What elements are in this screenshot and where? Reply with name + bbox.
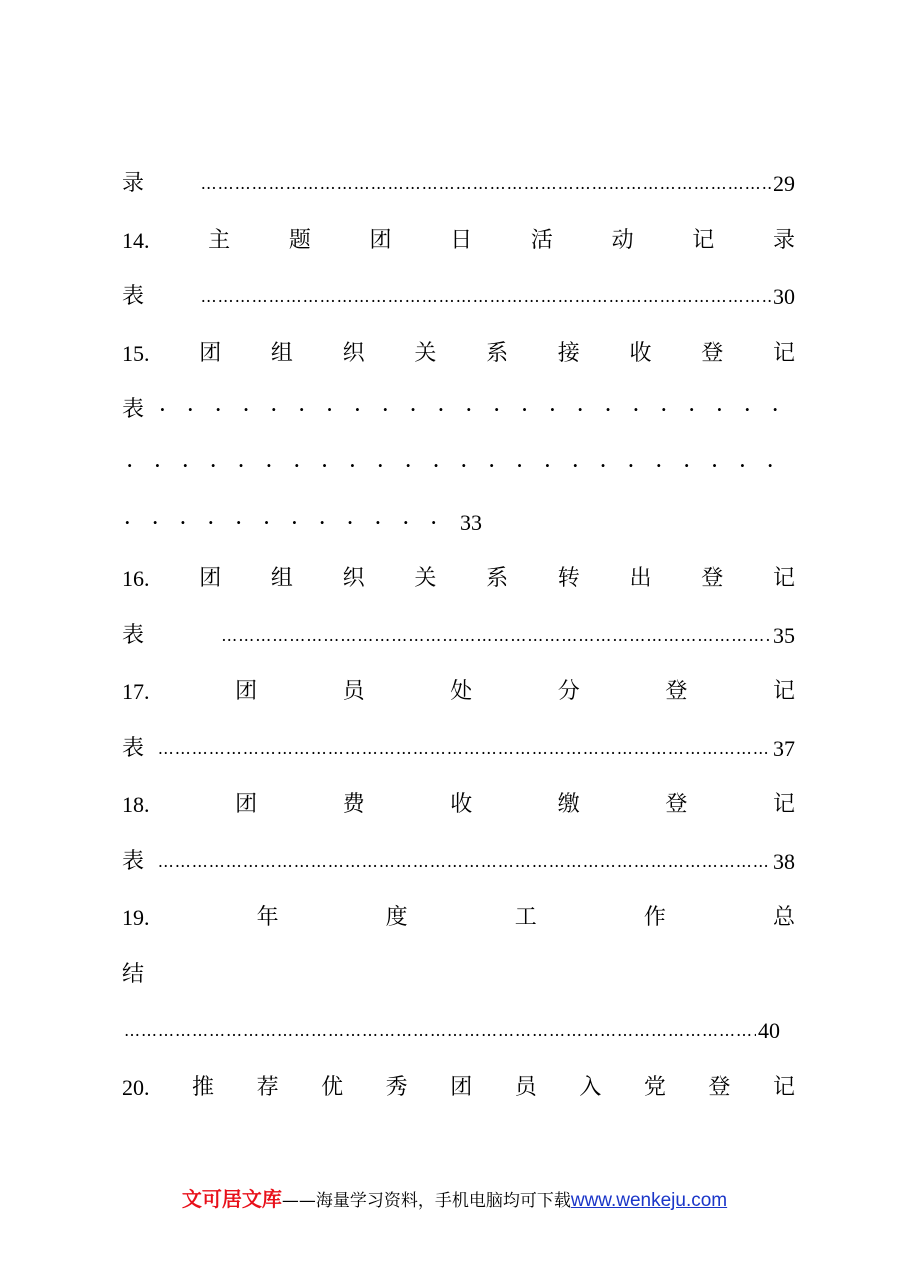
toc-char: 作 <box>643 905 666 930</box>
toc-char: 团 <box>199 566 222 591</box>
leader-dots <box>158 845 771 879</box>
leader-dots <box>127 449 781 483</box>
toc-entry-number: 19. <box>122 905 150 930</box>
toc-label: 表 <box>122 397 145 422</box>
toc-char: 年 <box>256 905 279 930</box>
toc-page-number: 29 <box>773 171 795 196</box>
toc-char: 登 <box>665 792 688 817</box>
toc-entry-number: 14. <box>122 228 150 253</box>
toc-label: 结 <box>122 962 145 987</box>
toc-char: 记 <box>772 792 795 817</box>
toc-page-number: 38 <box>773 849 795 874</box>
toc-char: 党 <box>643 1075 666 1100</box>
toc-char: 优 <box>321 1075 344 1100</box>
toc-char: 登 <box>708 1075 731 1100</box>
toc-char: 团 <box>369 228 392 253</box>
toc-char: 费 <box>342 792 365 817</box>
toc-char: 工 <box>514 905 537 930</box>
toc-char: 团 <box>199 341 222 366</box>
toc-continuation-line <box>122 449 795 483</box>
footer-website-link[interactable]: www.wenkeju.com <box>570 1190 728 1211</box>
leader-dots <box>124 506 460 540</box>
leader-dots <box>221 619 771 653</box>
toc-char: 记 <box>772 566 795 591</box>
toc-char: 入 <box>579 1075 602 1100</box>
toc-continuation-line <box>122 506 482 540</box>
toc-char: 记 <box>772 679 795 704</box>
toc-char: 织 <box>342 341 365 366</box>
toc-char: 记 <box>692 228 715 253</box>
toc-char: 登 <box>701 566 724 591</box>
toc-char: 团 <box>235 679 258 704</box>
toc-char: 荐 <box>256 1075 279 1100</box>
toc-char: 日 <box>450 228 473 253</box>
leader-dots <box>158 732 771 766</box>
page-footer <box>0 1183 909 1211</box>
footer-tagline: ——海量学习资料，手机电脑均可下载 <box>281 1191 571 1211</box>
toc-char: 推 <box>192 1075 215 1100</box>
toc-char: 系 <box>486 566 509 591</box>
toc-continuation-line <box>122 732 795 766</box>
toc-char: 登 <box>665 679 688 704</box>
toc-char: 关 <box>414 566 437 591</box>
leader-dots <box>160 393 795 427</box>
toc-char: 动 <box>611 228 634 253</box>
toc-char: 接 <box>557 341 580 366</box>
toc-label: 表 <box>122 736 145 761</box>
toc-char: 活 <box>530 228 553 253</box>
toc-char: 团 <box>235 792 258 817</box>
toc-page-number: 37 <box>773 736 795 761</box>
toc-entry-number: 16. <box>122 566 150 591</box>
toc-continuation-line <box>122 845 795 879</box>
toc-char: 团 <box>450 1075 473 1100</box>
toc-char: 组 <box>270 341 293 366</box>
toc-char: 题 <box>288 228 311 253</box>
toc-char: 记 <box>772 1075 795 1100</box>
toc-entry-number: 20. <box>122 1075 150 1100</box>
toc-char: 分 <box>557 679 580 704</box>
toc-char: 系 <box>486 341 509 366</box>
toc-char: 度 <box>385 905 408 930</box>
toc-char: 登 <box>701 341 724 366</box>
leader-dots <box>124 1014 756 1048</box>
toc-entry-15 <box>122 337 795 371</box>
toc-char: 转 <box>557 566 580 591</box>
toc-char: 织 <box>342 566 365 591</box>
toc-label: 表 <box>122 849 145 874</box>
toc-char: 出 <box>629 566 652 591</box>
toc-char: 秀 <box>385 1075 408 1100</box>
toc-char: 组 <box>270 566 293 591</box>
leader-dots <box>201 280 771 314</box>
toc-entry-14 <box>122 224 795 258</box>
toc-continuation-line <box>122 167 795 201</box>
toc-entry-20 <box>122 1071 795 1105</box>
toc-label: 表 <box>122 284 145 309</box>
toc-continuation-line <box>122 1014 780 1048</box>
toc-page-number: 40 <box>758 1018 780 1043</box>
toc-continuation-line <box>122 619 795 653</box>
toc-page-number: 33 <box>460 510 482 535</box>
footer-brand: 文可居文库 <box>181 1187 282 1211</box>
toc-entry-number: 17. <box>122 679 150 704</box>
toc-char: 录 <box>772 228 795 253</box>
toc-label: 录 <box>122 171 145 196</box>
toc-char: 总 <box>772 905 795 930</box>
toc-char: 员 <box>342 679 365 704</box>
toc-char: 缴 <box>557 792 580 817</box>
toc-entry-18 <box>122 788 795 822</box>
toc-continuation-line <box>122 958 795 992</box>
toc-char: 处 <box>450 679 473 704</box>
toc-char: 收 <box>450 792 473 817</box>
toc-char: 员 <box>514 1075 537 1100</box>
toc-entry-number: 15. <box>122 341 150 366</box>
toc-continuation-line <box>122 393 795 427</box>
toc-char: 记 <box>772 341 795 366</box>
toc-continuation-line <box>122 280 795 314</box>
toc-label: 表 <box>122 623 145 648</box>
toc-page-number: 30 <box>773 284 795 309</box>
toc-entry-19 <box>122 901 795 935</box>
toc-page-number: 35 <box>773 623 795 648</box>
toc-entry-16 <box>122 562 795 596</box>
toc-char: 收 <box>629 341 652 366</box>
toc-char: 关 <box>414 341 437 366</box>
leader-dots <box>201 167 771 201</box>
toc-char: 主 <box>208 228 231 253</box>
toc-entry-number: 18. <box>122 792 150 817</box>
toc-entry-17 <box>122 675 795 709</box>
